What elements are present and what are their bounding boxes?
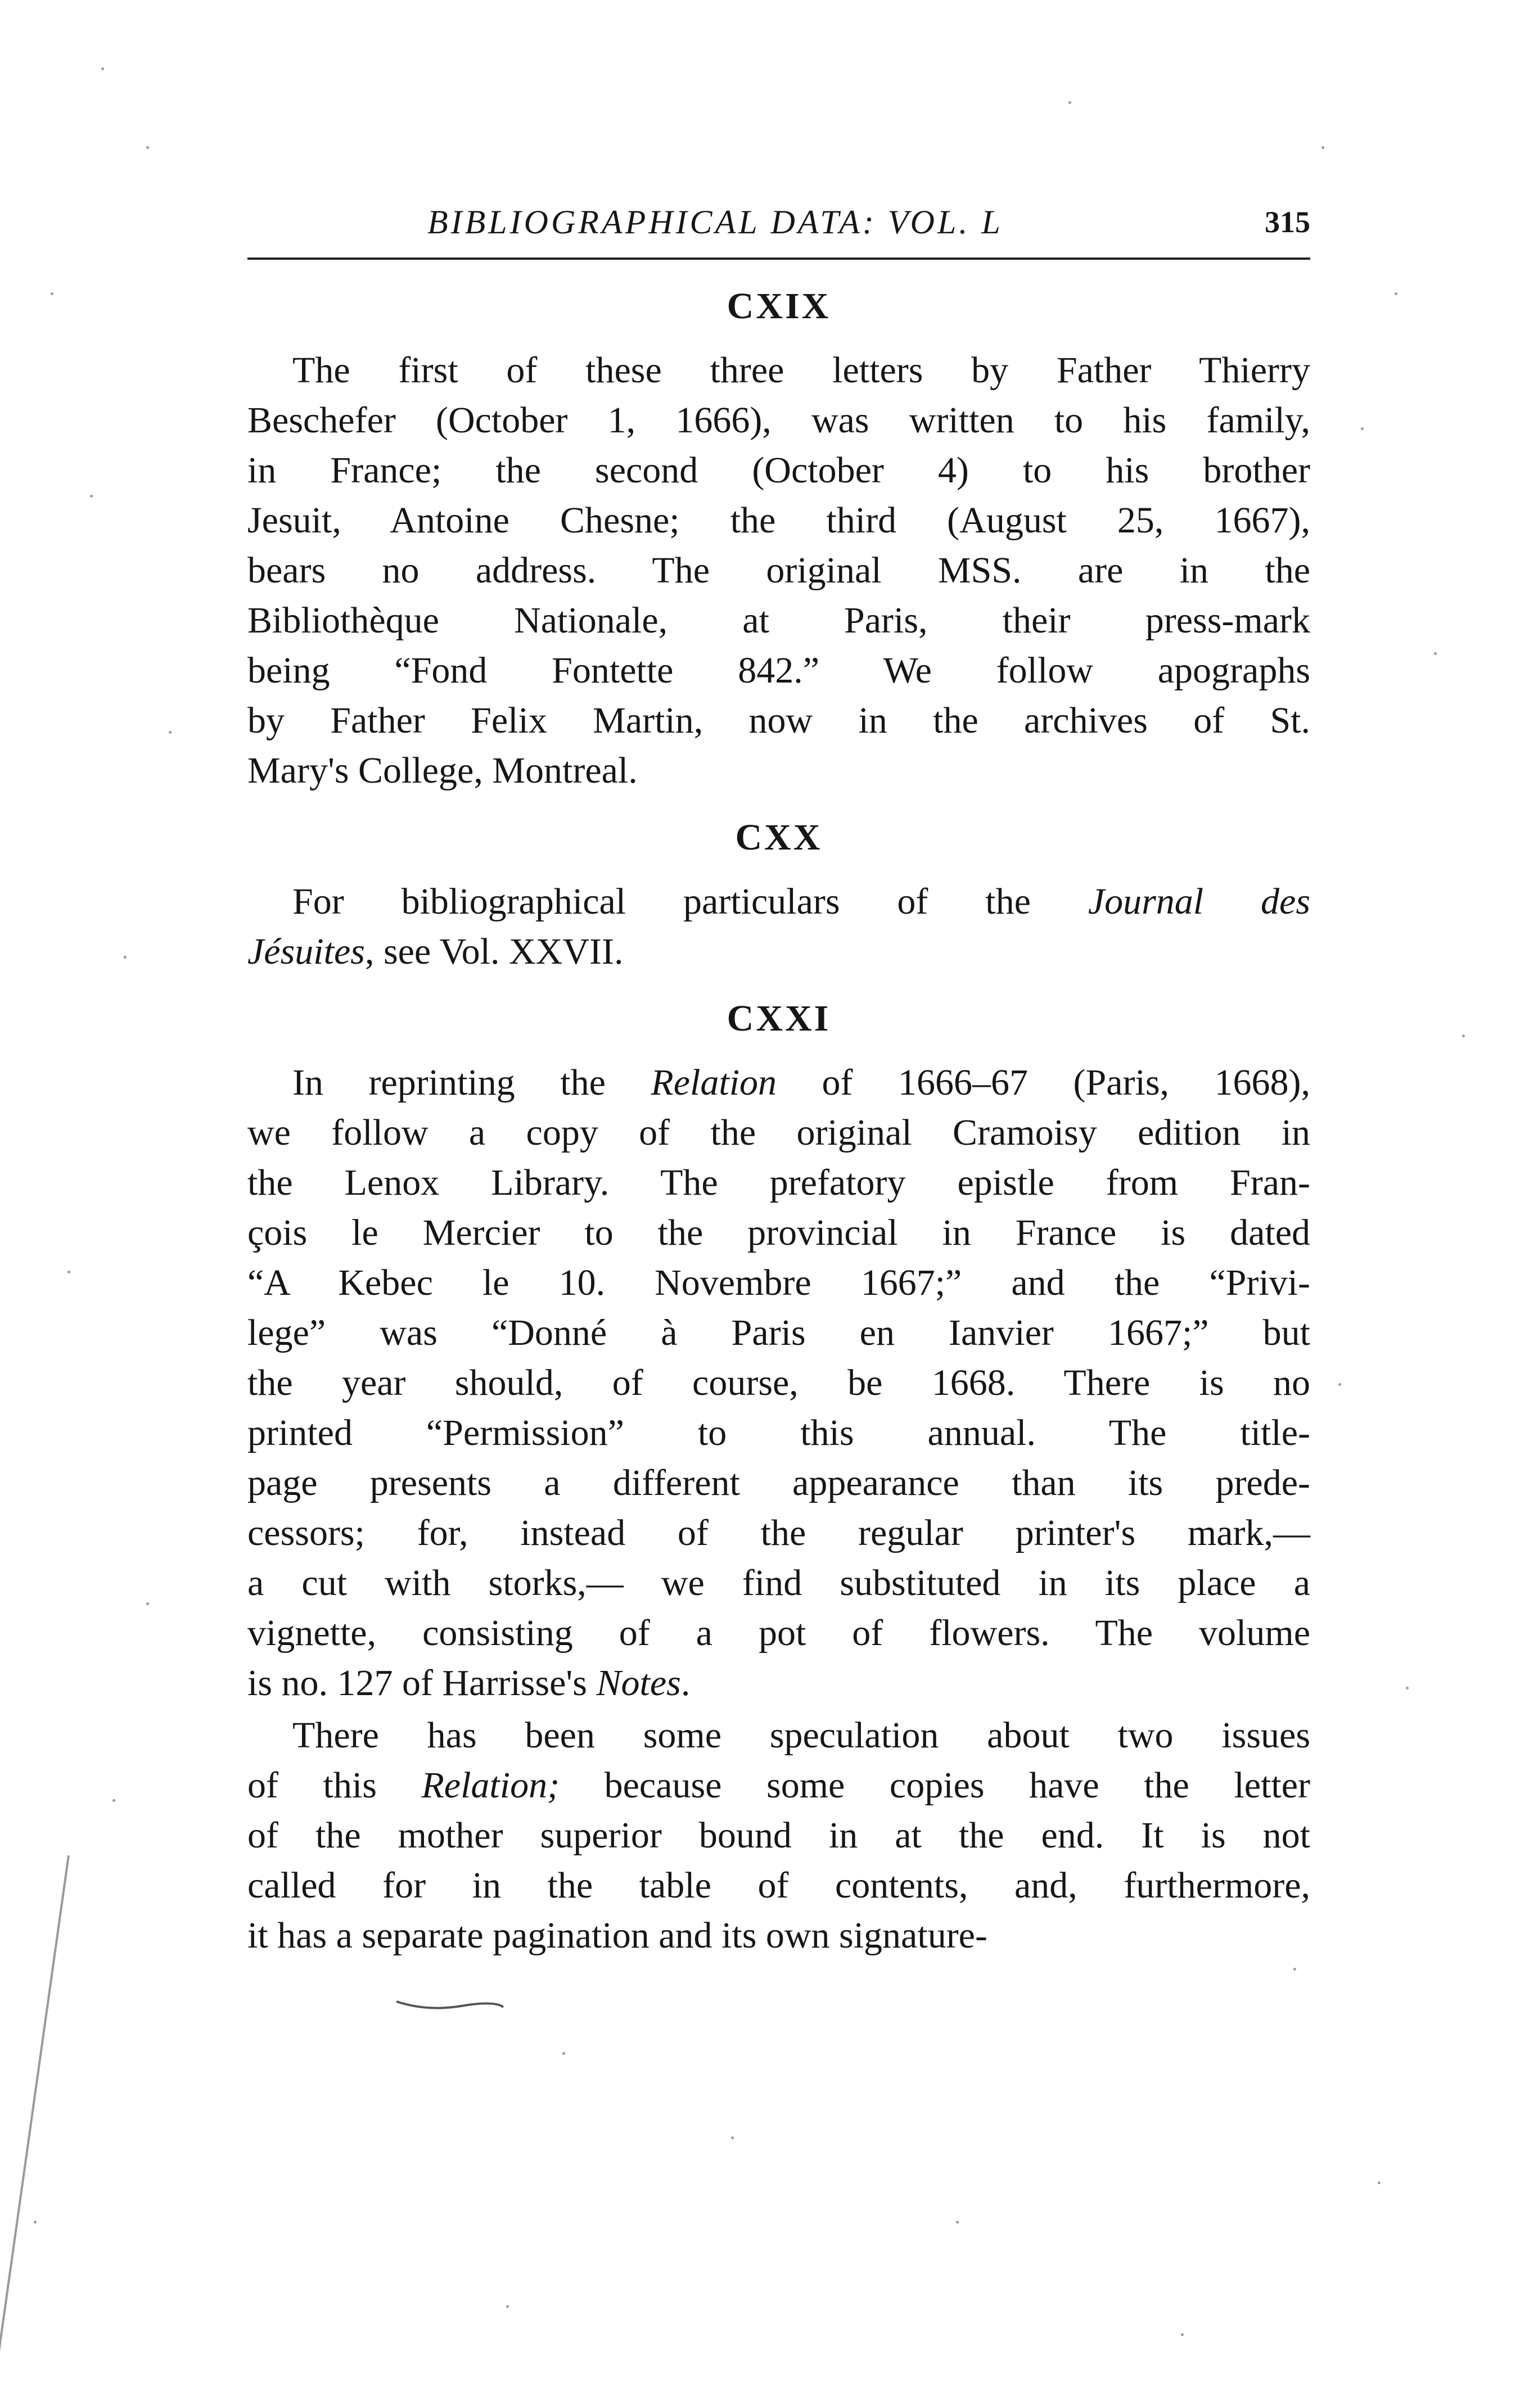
heading-gap xyxy=(247,332,1310,345)
scan-speck xyxy=(51,292,53,295)
text-line xyxy=(247,1658,1310,1708)
header-rule xyxy=(247,257,1310,260)
text-line: çois le Mercier to the provincial in France is dated xyxy=(247,1212,1310,1253)
scan-speck xyxy=(90,495,93,498)
page-number: 315 xyxy=(1265,205,1310,239)
text-line: called for in the table of contents, and, furthermore, xyxy=(247,1865,1310,1906)
text-segment: of this xyxy=(247,1765,422,1806)
section-gap xyxy=(247,796,1310,812)
scan-speck xyxy=(146,1602,149,1605)
margin-scan-line xyxy=(0,1855,70,2401)
text-segment: For bibliographical particulars of the xyxy=(292,881,1088,922)
text-line: Jesuit, Antoine Chesne; the third (August 25, 1667), xyxy=(247,500,1310,541)
scan-speck xyxy=(146,146,149,149)
text-line: printed “Permission” to this annual. The title- xyxy=(247,1412,1310,1453)
scan-speck xyxy=(1321,146,1324,149)
text-line: Bibliothèque Nationale, at Paris, their press-mark xyxy=(247,600,1310,641)
scan-speck xyxy=(1361,427,1364,430)
scan-speck xyxy=(956,2221,959,2224)
text-line: “A Kebec le 10. Novembre 1667;” and the “Privi- xyxy=(247,1262,1310,1303)
text-line: the year should, of course, be 1668. There is no xyxy=(247,1362,1310,1403)
section-heading: CXIX xyxy=(727,286,831,327)
text-line: a cut with storks,— we find substituted in its place a xyxy=(247,1562,1310,1603)
scan-speck xyxy=(1395,292,1397,295)
text-line: of the mother superior bound in at the end. It is not xyxy=(247,1815,1310,1856)
text-line: cessors; for, instead of the regular printer's mark,— xyxy=(247,1512,1310,1553)
text-line: being “Fond Fontette 842.” We follow apographs xyxy=(247,650,1310,691)
text-line: page presents a different appearance than its prede- xyxy=(247,1462,1310,1503)
text-line: Mary's College, Montreal. xyxy=(247,750,638,791)
scan-speck xyxy=(1378,2181,1381,2184)
paragraph xyxy=(247,1058,1310,1708)
running-head xyxy=(247,197,1310,247)
section-heading: CXXI xyxy=(727,998,831,1039)
italic-title: Journal des xyxy=(1088,881,1311,922)
scan-speck xyxy=(562,2052,565,2055)
scan-speck xyxy=(1406,1687,1409,1689)
text-line xyxy=(247,877,1310,927)
heading-gap xyxy=(247,1044,1310,1058)
scan-speck xyxy=(112,1799,115,1802)
text-segment: . xyxy=(680,1662,691,1704)
running-title: BIBLIOGRAPHICAL DATA: VOL. L xyxy=(427,204,1003,241)
text-line: the Lenox Library. The prefatory epistle from Fran- xyxy=(247,1162,1310,1203)
text-line: lege” was “Donné à Paris en Ianvier 1667;” but xyxy=(247,1312,1310,1353)
italic-title: Relation; xyxy=(421,1765,560,1806)
ink-flourish xyxy=(394,1996,506,2013)
text-line: in France; the second (October 4) to his brother xyxy=(247,450,1310,491)
text-line: vignette, consisting of a pot of flowers. The volume xyxy=(247,1612,1310,1653)
text-line: Beschefer (October 1, 1666), was written to his family, xyxy=(247,400,1310,441)
scan-speck xyxy=(1434,652,1437,655)
scan-speck xyxy=(731,2136,734,2139)
scan-speck xyxy=(67,1271,70,1273)
text-line: bears no address. The original MSS. are in the xyxy=(247,550,1310,591)
scan-speck xyxy=(169,731,172,734)
heading-gap xyxy=(247,863,1310,877)
italic-title: Jésuites xyxy=(247,931,365,972)
text-line xyxy=(247,1058,1310,1108)
text-segment: because some copies have the letter xyxy=(560,1765,1310,1806)
paragraph xyxy=(247,877,1310,977)
section-gap xyxy=(247,977,1310,993)
text-line: we follow a copy of the original Cramoisy edition in xyxy=(247,1112,1310,1153)
text-line xyxy=(247,927,1310,977)
scan-speck xyxy=(124,956,127,959)
scan-speck xyxy=(1181,2333,1184,2336)
text-line: by Father Felix Martin, now in the archives of St. xyxy=(247,700,1310,741)
scan-speck xyxy=(1338,1383,1341,1386)
text-segment: of 1666–67 (Paris, 1668), xyxy=(777,1062,1311,1103)
scan-speck xyxy=(1462,1034,1465,1037)
text-block xyxy=(247,281,1310,1960)
scan-speck xyxy=(34,2221,37,2224)
text-segment: , see Vol. XXVII. xyxy=(364,931,624,972)
paragraph xyxy=(247,345,1310,796)
scan-speck xyxy=(506,2305,509,2308)
text-line: it has a separate pagination and its own signature- xyxy=(247,1915,987,1956)
scan-speck xyxy=(1293,1968,1296,1971)
text-line xyxy=(247,1760,1310,1810)
italic-title: Relation xyxy=(651,1062,777,1103)
section-heading: CXX xyxy=(735,817,823,858)
text-segment: is no. 127 of Harrisse's xyxy=(247,1662,597,1704)
text-line: There has been some speculation about two issues xyxy=(292,1715,1310,1756)
text-segment: In reprinting the xyxy=(292,1062,651,1103)
paragraph xyxy=(247,1710,1310,1960)
scan-speck xyxy=(1068,101,1071,104)
italic-title: Notes xyxy=(596,1662,681,1704)
scan-speck xyxy=(101,67,104,70)
text-line: The first of these three letters by Father Thierry xyxy=(292,350,1310,391)
